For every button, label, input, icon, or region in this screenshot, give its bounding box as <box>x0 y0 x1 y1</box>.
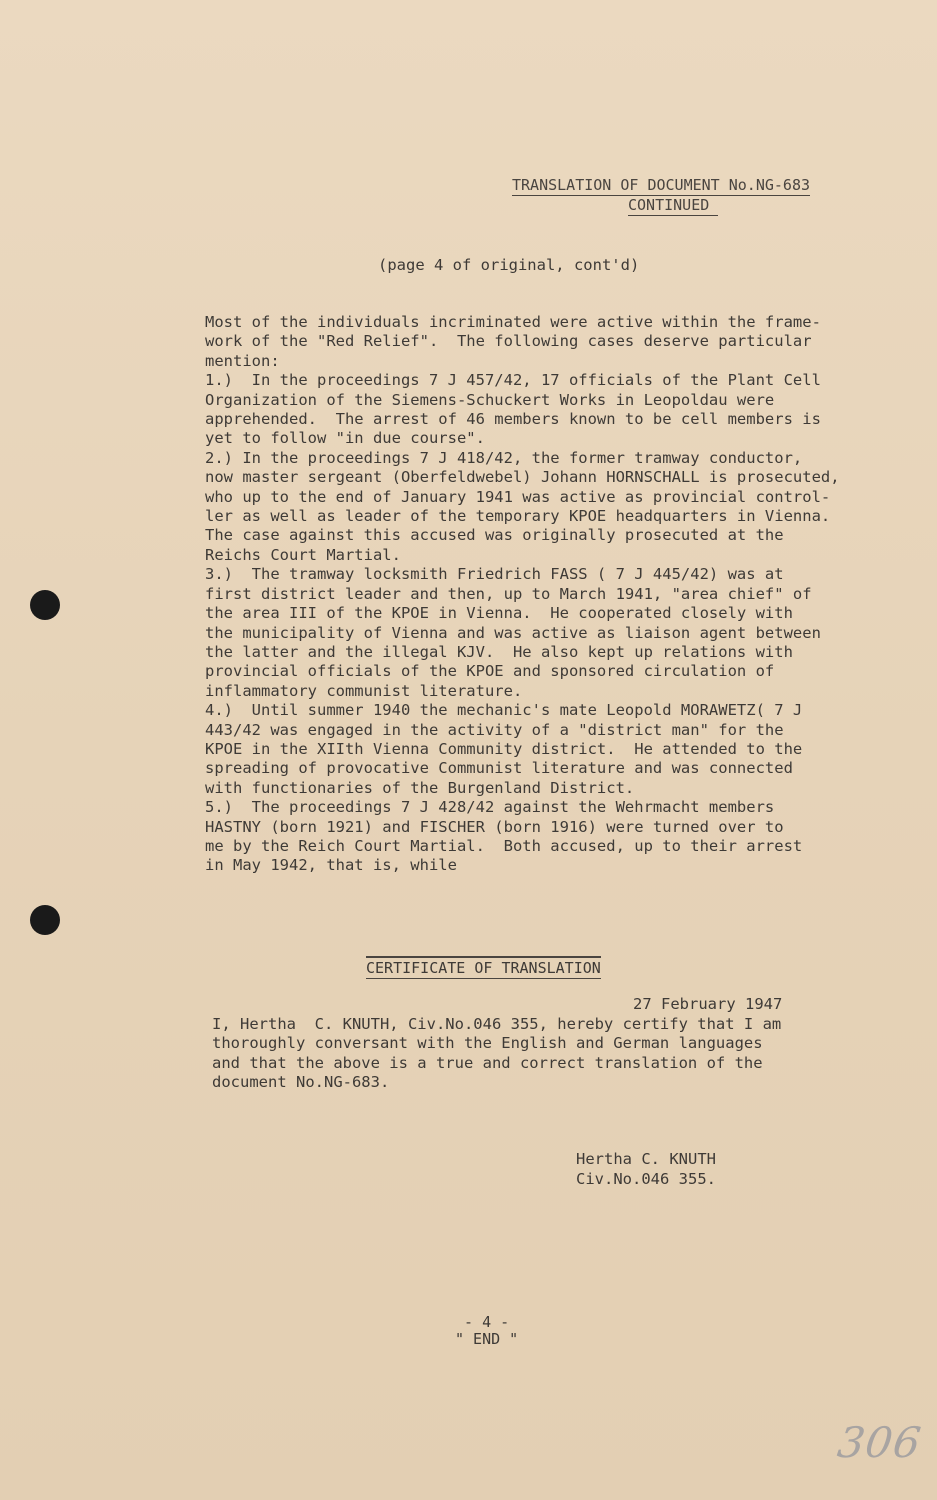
page-reference: (page 4 of original, cont'd) <box>378 256 640 274</box>
text-line: mention: <box>205 351 280 370</box>
text-line: in May 1942, that is, while <box>205 856 457 875</box>
text-line: 2.) In the proceedings 7 J 418/42, the former tramway conductor, <box>205 448 803 467</box>
text-line: 5.) The proceedings 7 J 428/42 against the Wehrmacht members <box>205 798 775 817</box>
text-line: HASTNY (born 1921) and FISCHER (born 1916) were turned over to <box>205 817 784 836</box>
text-line: document No.NG-683. <box>212 1073 390 1092</box>
signature-name: Hertha C. KNUTH <box>576 1150 716 1168</box>
text-line: provincial officials of the KPOE and sponsored circulation of <box>205 662 775 681</box>
text-line: Reichs Court Martial. <box>205 545 401 564</box>
certificate-date: 27 February 1947 <box>633 995 783 1013</box>
text-line: spreading of provocative Communist literature and was connected <box>205 759 793 778</box>
text-line: the area III of the KPOE in Vienna. He cooperated closely with <box>205 604 793 623</box>
text-line: thoroughly conversant with the English and German languages <box>212 1034 763 1053</box>
text-line: KPOE in the XIIth Vienna Community district. He attended to the <box>205 739 803 758</box>
text-line: work of the "Red Relief". The following cases deserve particular <box>205 332 812 351</box>
document-continued: CONTINUED <box>628 196 718 216</box>
signature-block <box>576 1149 716 1189</box>
text-line: ler as well as leader of the temporary KPOE headquarters in Vienna. <box>205 507 831 526</box>
text-line: The case against this accused was originally prosecuted at the <box>205 526 784 545</box>
text-line: me by the Reich Court Martial. Both accused, up to their arrest <box>205 836 803 855</box>
text-line: apprehended. The arrest of 46 members known to be cell members is <box>205 410 821 429</box>
text-line: who up to the end of January 1941 was active as provincial control- <box>205 487 831 506</box>
text-line: the latter and the illegal KJV. He also kept up relations with <box>205 642 793 661</box>
text-line: Organization of the Siemens-Schuckert Works in Leopoldau were <box>205 390 775 409</box>
end-mark: " END " <box>455 1330 519 1348</box>
text-line: 4.) Until summer 1940 the mechanic's mate Leopold MORAWETZ( 7 J <box>205 701 803 720</box>
document-title: TRANSLATION OF DOCUMENT No.NG-683 <box>512 176 811 194</box>
text-line: Most of the individuals incriminated were active within the frame- <box>205 313 821 331</box>
punch-hole <box>30 905 60 935</box>
text-line: 443/42 was engaged in the activity of a "district man" for the <box>205 720 784 739</box>
document-heading <box>512 176 842 216</box>
punch-hole <box>30 590 60 620</box>
text-line: yet to follow "in due course". <box>205 429 485 448</box>
body-text <box>205 313 865 876</box>
text-line: and that the above is a true and correct translation of the <box>212 1053 763 1072</box>
text-line: 3.) The tramway locksmith Friedrich FASS ( 7 J 445/42) was at <box>205 565 784 584</box>
certificate-heading: CERTIFICATE OF TRANSLATION <box>366 956 601 979</box>
handwritten-page-number: 306 <box>834 1418 925 1467</box>
text-line: now master sergeant (Oberfeldwebel) Johann HORNSCHALL is prosecuted, <box>205 468 840 487</box>
text-line: the municipality of Vienna and was active as liaison agent between <box>205 623 821 642</box>
text-line: 1.) In the proceedings 7 J 457/42, 17 officials of the Plant Cell <box>205 371 821 390</box>
text-line: I, Hertha C. KNUTH, Civ.No.046 355, hereby certify that I am <box>212 1015 782 1033</box>
certificate-body <box>212 1015 832 1093</box>
text-line: first district leader and then, up to March 1941, "area chief" of <box>205 584 812 603</box>
page-footer <box>455 1314 518 1348</box>
text-line: with functionaries of the Burgenland District. <box>205 778 635 797</box>
text-line: inflammatory communist literature. <box>205 681 523 700</box>
page-number: - 4 - <box>464 1313 510 1331</box>
signature-civ-number: Civ.No.046 355. <box>576 1170 716 1188</box>
